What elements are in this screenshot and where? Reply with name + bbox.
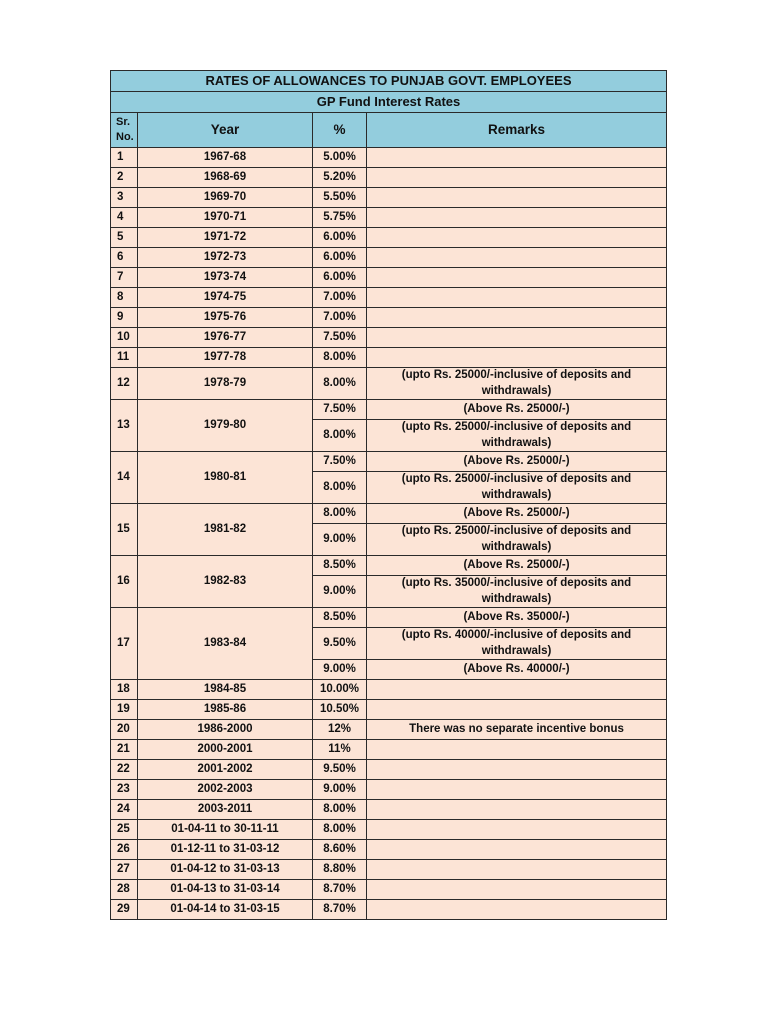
year-cell: 01-04-13 to 31-03-14 bbox=[138, 880, 313, 900]
rate-percent-cell: 10.00% bbox=[313, 680, 367, 700]
year-cell: 1970-71 bbox=[138, 208, 313, 228]
rate-percent-cell: 8.60% bbox=[313, 840, 367, 860]
remarks-cell bbox=[367, 228, 667, 248]
year-cell: 1985-86 bbox=[138, 700, 313, 720]
rate-percent-cell: 8.00% bbox=[313, 820, 367, 840]
year-cell: 2003-2011 bbox=[138, 800, 313, 820]
table-row bbox=[111, 840, 667, 860]
sr-no-cell: 1 bbox=[111, 148, 138, 168]
sr-no-cell: 15 bbox=[111, 504, 138, 556]
year-cell: 1975-76 bbox=[138, 308, 313, 328]
sr-no-cell: 2 bbox=[111, 168, 138, 188]
remarks-cell: (Above Rs. 35000/-) bbox=[367, 608, 667, 628]
remarks-cell bbox=[367, 268, 667, 288]
sr-no-cell: 11 bbox=[111, 348, 138, 368]
year-cell: 2001-2002 bbox=[138, 760, 313, 780]
rate-percent-cell: 9.00% bbox=[313, 524, 367, 556]
table-row bbox=[111, 780, 667, 800]
table-title: RATES OF ALLOWANCES TO PUNJAB GOVT. EMPLOYEES bbox=[111, 71, 667, 92]
table-row bbox=[111, 740, 667, 760]
rate-percent-cell: 7.50% bbox=[313, 452, 367, 472]
rate-percent-cell: 9.00% bbox=[313, 780, 367, 800]
year-cell: 01-04-12 to 31-03-13 bbox=[138, 860, 313, 880]
rate-percent-cell: 6.00% bbox=[313, 248, 367, 268]
remarks-cell bbox=[367, 348, 667, 368]
rate-percent-cell: 8.70% bbox=[313, 900, 367, 920]
table-row bbox=[111, 800, 667, 820]
column-header-sr-no: Sr. No. bbox=[111, 113, 138, 148]
table-row bbox=[111, 208, 667, 228]
rate-percent-cell: 8.50% bbox=[313, 608, 367, 628]
rate-percent-cell: 5.75% bbox=[313, 208, 367, 228]
year-cell: 1978-79 bbox=[138, 368, 313, 400]
table-row bbox=[111, 880, 667, 900]
sr-no-cell: 25 bbox=[111, 820, 138, 840]
year-cell: 01-04-14 to 31-03-15 bbox=[138, 900, 313, 920]
table-row bbox=[111, 720, 667, 740]
table-row bbox=[111, 760, 667, 780]
remarks-cell bbox=[367, 308, 667, 328]
year-cell: 1984-85 bbox=[138, 680, 313, 700]
sr-no-cell: 21 bbox=[111, 740, 138, 760]
year-cell: 1983-84 bbox=[138, 608, 313, 680]
rate-percent-cell: 9.00% bbox=[313, 660, 367, 680]
rate-percent-cell: 7.50% bbox=[313, 400, 367, 420]
remarks-cell bbox=[367, 148, 667, 168]
table-row bbox=[111, 452, 667, 472]
rate-percent-cell: 8.00% bbox=[313, 420, 367, 452]
year-cell: 1982-83 bbox=[138, 556, 313, 608]
sr-no-cell: 14 bbox=[111, 452, 138, 504]
sr-no-cell: 19 bbox=[111, 700, 138, 720]
year-cell: 1972-73 bbox=[138, 248, 313, 268]
remarks-cell bbox=[367, 740, 667, 760]
rate-percent-cell: 6.00% bbox=[313, 228, 367, 248]
year-cell: 1976-77 bbox=[138, 328, 313, 348]
remarks-cell bbox=[367, 800, 667, 820]
sr-no-cell: 26 bbox=[111, 840, 138, 860]
rate-percent-cell: 9.50% bbox=[313, 628, 367, 660]
remarks-cell bbox=[367, 820, 667, 840]
table-row bbox=[111, 860, 667, 880]
remarks-cell bbox=[367, 700, 667, 720]
remarks-cell bbox=[367, 840, 667, 860]
table-row bbox=[111, 608, 667, 628]
sr-no-cell: 18 bbox=[111, 680, 138, 700]
sr-no-cell: 6 bbox=[111, 248, 138, 268]
rate-percent-cell: 8.00% bbox=[313, 504, 367, 524]
column-header-year: Year bbox=[138, 113, 313, 148]
rate-percent-cell: 8.50% bbox=[313, 556, 367, 576]
year-cell: 01-12-11 to 31-03-12 bbox=[138, 840, 313, 860]
year-cell: 01-04-11 to 30-11-11 bbox=[138, 820, 313, 840]
rate-percent-cell: 7.50% bbox=[313, 328, 367, 348]
remarks-cell bbox=[367, 208, 667, 228]
table-row bbox=[111, 228, 667, 248]
sr-no-cell: 9 bbox=[111, 308, 138, 328]
sr-no-cell: 10 bbox=[111, 328, 138, 348]
remarks-cell: (Above Rs. 25000/-) bbox=[367, 400, 667, 420]
sr-no-cell: 3 bbox=[111, 188, 138, 208]
table-row bbox=[111, 820, 667, 840]
remarks-cell bbox=[367, 248, 667, 268]
table-body bbox=[111, 148, 667, 920]
year-cell: 2000-2001 bbox=[138, 740, 313, 760]
sr-no-cell: 4 bbox=[111, 208, 138, 228]
remarks-cell: (upto Rs. 25000/-inclusive of deposits and withdrawals) bbox=[367, 524, 667, 556]
sr-no-cell: 8 bbox=[111, 288, 138, 308]
sr-no-cell: 13 bbox=[111, 400, 138, 452]
rate-percent-cell: 5.00% bbox=[313, 148, 367, 168]
table-row bbox=[111, 288, 667, 308]
sr-no-cell: 27 bbox=[111, 860, 138, 880]
remarks-cell: (upto Rs. 25000/-inclusive of deposits and withdrawals) bbox=[367, 368, 667, 400]
rate-percent-cell: 12% bbox=[313, 720, 367, 740]
table-row bbox=[111, 148, 667, 168]
remarks-cell bbox=[367, 168, 667, 188]
remarks-cell bbox=[367, 680, 667, 700]
year-cell: 1980-81 bbox=[138, 452, 313, 504]
year-cell: 1971-72 bbox=[138, 228, 313, 248]
sr-no-cell: 5 bbox=[111, 228, 138, 248]
rate-percent-cell: 11% bbox=[313, 740, 367, 760]
sr-no-cell: 23 bbox=[111, 780, 138, 800]
remarks-cell bbox=[367, 760, 667, 780]
rate-percent-cell: 8.70% bbox=[313, 880, 367, 900]
rate-percent-cell: 7.00% bbox=[313, 308, 367, 328]
rate-percent-cell: 10.50% bbox=[313, 700, 367, 720]
sr-no-cell: 16 bbox=[111, 556, 138, 608]
table-row bbox=[111, 168, 667, 188]
table-row bbox=[111, 680, 667, 700]
remarks-cell: (Above Rs. 40000/-) bbox=[367, 660, 667, 680]
table-row bbox=[111, 900, 667, 920]
year-cell: 2002-2003 bbox=[138, 780, 313, 800]
gp-fund-rates-table bbox=[110, 70, 667, 920]
remarks-cell bbox=[367, 328, 667, 348]
remarks-cell: (Above Rs. 25000/-) bbox=[367, 556, 667, 576]
sr-no-cell: 22 bbox=[111, 760, 138, 780]
remarks-cell: (upto Rs. 40000/-inclusive of deposits and withdrawals) bbox=[367, 628, 667, 660]
table-row bbox=[111, 308, 667, 328]
rate-percent-cell: 7.00% bbox=[313, 288, 367, 308]
remarks-cell: (Above Rs. 25000/-) bbox=[367, 452, 667, 472]
remarks-cell bbox=[367, 900, 667, 920]
year-cell: 1986-2000 bbox=[138, 720, 313, 740]
remarks-cell: (Above Rs. 25000/-) bbox=[367, 504, 667, 524]
sr-no-cell: 7 bbox=[111, 268, 138, 288]
remarks-cell: (upto Rs. 35000/-inclusive of deposits and withdrawals) bbox=[367, 576, 667, 608]
remarks-cell: (upto Rs. 25000/-inclusive of deposits and withdrawals) bbox=[367, 472, 667, 504]
remarks-cell: There was no separate incentive bonus bbox=[367, 720, 667, 740]
table-row bbox=[111, 400, 667, 420]
year-cell: 1967-68 bbox=[138, 148, 313, 168]
table-row bbox=[111, 504, 667, 524]
sr-no-cell: 28 bbox=[111, 880, 138, 900]
table-row bbox=[111, 328, 667, 348]
rate-percent-cell: 9.00% bbox=[313, 576, 367, 608]
sr-no-cell: 17 bbox=[111, 608, 138, 680]
rate-percent-cell: 6.00% bbox=[313, 268, 367, 288]
sr-no-cell: 12 bbox=[111, 368, 138, 400]
rate-percent-cell: 8.00% bbox=[313, 348, 367, 368]
year-cell: 1981-82 bbox=[138, 504, 313, 556]
table-row bbox=[111, 368, 667, 400]
table-subtitle: GP Fund Interest Rates bbox=[111, 92, 667, 113]
remarks-cell bbox=[367, 860, 667, 880]
table-row bbox=[111, 556, 667, 576]
sr-no-cell: 24 bbox=[111, 800, 138, 820]
column-header-percent: % bbox=[313, 113, 367, 148]
year-cell: 1974-75 bbox=[138, 288, 313, 308]
rate-percent-cell: 5.50% bbox=[313, 188, 367, 208]
rate-percent-cell: 9.50% bbox=[313, 760, 367, 780]
table-row bbox=[111, 348, 667, 368]
remarks-cell: (upto Rs. 25000/-inclusive of deposits and withdrawals) bbox=[367, 420, 667, 452]
year-cell: 1973-74 bbox=[138, 268, 313, 288]
year-cell: 1977-78 bbox=[138, 348, 313, 368]
rate-percent-cell: 8.00% bbox=[313, 472, 367, 504]
sr-no-cell: 20 bbox=[111, 720, 138, 740]
year-cell: 1969-70 bbox=[138, 188, 313, 208]
year-cell: 1979-80 bbox=[138, 400, 313, 452]
year-cell: 1968-69 bbox=[138, 168, 313, 188]
table-row bbox=[111, 268, 667, 288]
rate-percent-cell: 8.00% bbox=[313, 368, 367, 400]
remarks-cell bbox=[367, 880, 667, 900]
remarks-cell bbox=[367, 288, 667, 308]
column-header-remarks: Remarks bbox=[367, 113, 667, 148]
remarks-cell bbox=[367, 780, 667, 800]
rate-percent-cell: 5.20% bbox=[313, 168, 367, 188]
table-row bbox=[111, 248, 667, 268]
table-row bbox=[111, 700, 667, 720]
sr-no-cell: 29 bbox=[111, 900, 138, 920]
remarks-cell bbox=[367, 188, 667, 208]
rate-percent-cell: 8.00% bbox=[313, 800, 367, 820]
table-row bbox=[111, 188, 667, 208]
rate-percent-cell: 8.80% bbox=[313, 860, 367, 880]
